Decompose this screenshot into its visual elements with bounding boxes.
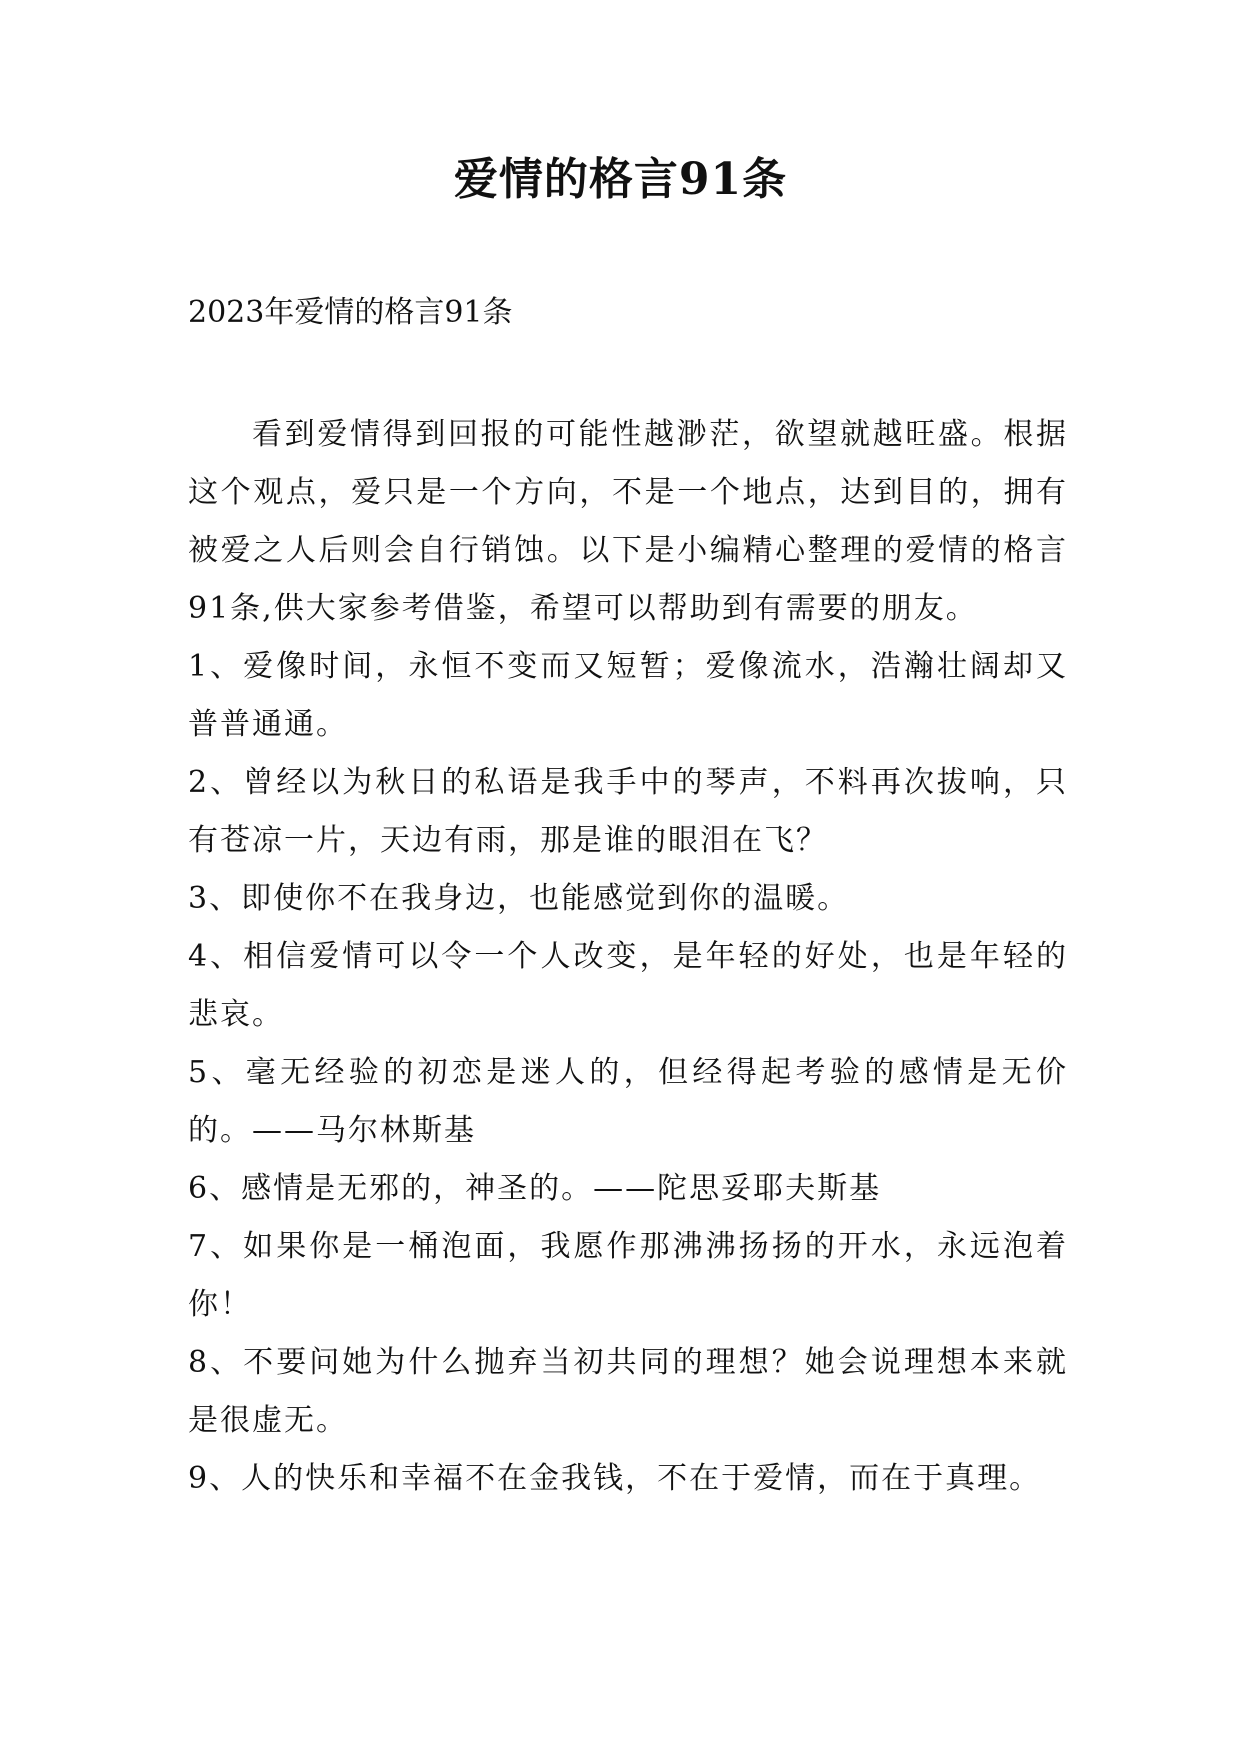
quote-item-3: 3、即使你不在我身边，也能感觉到你的温暖。 — [188, 881, 850, 916]
quote-item-1: 1、爱像时间，永恒不变而又短暂；爱像流水，浩瀚壮阔却又普普通通。 — [188, 649, 1068, 742]
document-subtitle: 2023年爱情的格言91条 — [188, 295, 513, 330]
document-body — [188, 406, 1068, 1508]
quote-item-6: 6、感情是无邪的，神圣的。——陀思妥耶夫斯基 — [188, 1171, 882, 1206]
quote-item-5: 5、毫无经验的初恋是迷人的，但经得起考验的感情是无价的。——马尔林斯基 — [188, 1055, 1068, 1148]
intro-paragraph: 看到爱情得到回报的可能性越渺茫，欲望就越旺盛。根据这个观点，爱只是一个方向，不是一个地点，达到目的，拥有被爱之人后则会自行销蚀。以下是小编精心整理的爱情的格言91条,供大家参考借鉴，希望可以帮助到有需要的朋友。 — [188, 417, 1068, 626]
quote-item-4: 4、相信爱情可以令一个人改变，是年轻的好处，也是年轻的悲哀。 — [188, 939, 1068, 1032]
document-title: 爱情的格言91条 — [453, 154, 788, 205]
quote-item-8: 8、不要问她为什么抛弃当初共同的理想？她会说理想本来就是很虚无。 — [188, 1345, 1068, 1438]
quote-item-2: 2、曾经以为秋日的私语是我手中的琴声，不料再次拔响，只有苍凉一片，天边有雨，那是谁的眼泪在飞？ — [188, 765, 1068, 858]
quote-item-9: 9、人的快乐和幸福不在金我钱，不在于爱情，而在于真理。 — [188, 1461, 1042, 1496]
quote-item-7: 7、如果你是一桶泡面，我愿作那沸沸扬扬的开水，永远泡着你！ — [188, 1229, 1068, 1322]
